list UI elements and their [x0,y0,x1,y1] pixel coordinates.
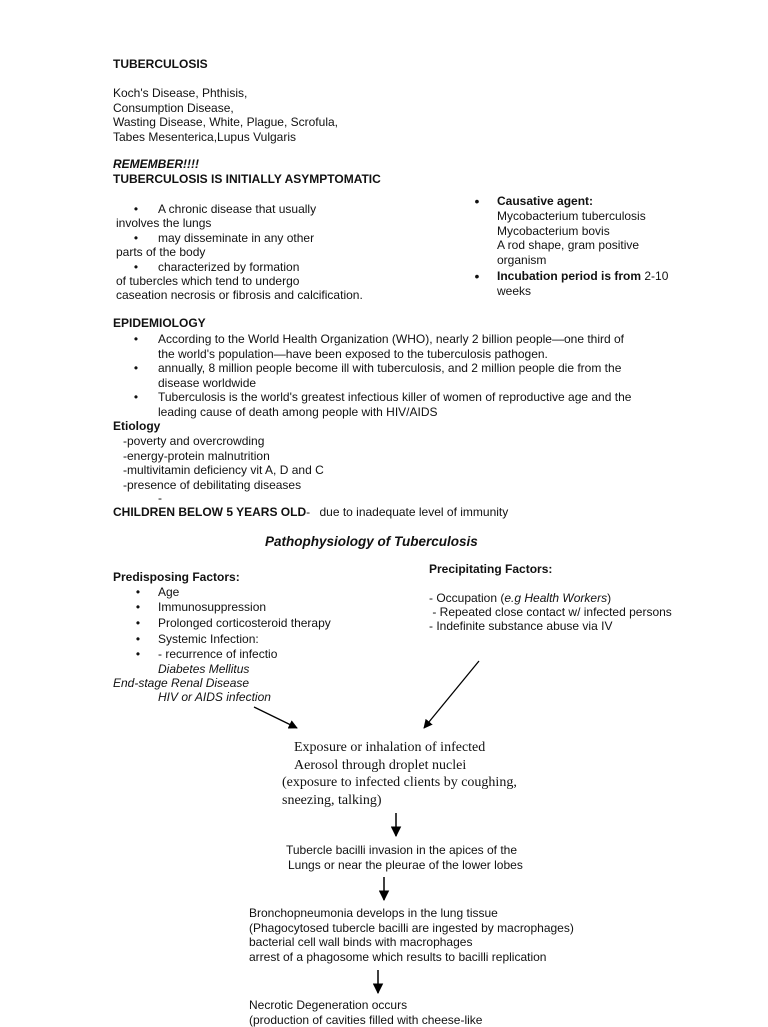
predisposing-subitem: End-stage Renal Disease [113,676,249,691]
predisposing-item: Age [158,585,179,600]
incubation-label: Incubation period is from [497,269,641,283]
predisposing-subitem: HIV or AIDS infection [158,690,271,705]
bullet-icon: • [470,194,484,209]
causative-line: Mycobacterium bovis [497,224,646,239]
flow-line: Bronchopneumonia develops in the lung tissue [249,906,574,921]
incubation-value: 2-10 [644,269,668,283]
flow-line: (Phagocytosed tubercle bacilli are ingested by macrophages) [249,921,574,936]
flow-line: bacterial cell wall binds with macrophages [249,935,574,950]
flow-line: (production of cavities filled with cheese-like [249,1013,482,1027]
causative-line: organism [497,253,646,268]
epidemiology-line: Tuberculosis is the world's greatest infectious killer of women of reproductive age and the [158,390,631,405]
exposure-line: (exposure to infected clients by coughing, [282,774,517,791]
desc-line: characterized by formation [158,260,299,275]
desc-line: may disseminate in any other [158,231,314,246]
flow-line: arrest of a phagosome which results to bacilli replication [249,950,574,965]
children-label: CHILDREN BELOW 5 YEARS OLD [113,505,306,519]
dash-marker: - [158,491,162,506]
epidemiology-line: the world's population—have been exposed to the tuberculosis pathogen. [158,347,624,362]
precipitating-text: e.g Health Workers [504,591,607,605]
etiology-item: -poverty and overcrowding [123,434,324,449]
predisposing-heading: Predisposing Factors: [113,570,240,585]
predisposing-item: Immunosuppression [158,600,266,615]
etiology-item: -multivitamin deficiency vit A, D and C [123,463,324,478]
bullet-icon: • [129,260,143,275]
causative-line: A rod shape, gram positive [497,238,646,253]
causative-line: Mycobacterium tuberculosis [497,209,646,224]
precipitating-item: - Repeated close contact w/ infected persons [429,605,672,620]
predisposing-subitem: Diabetes Mellitus [158,662,249,677]
desc-line: parts of the body [116,245,205,260]
epidemiology-heading: EPIDEMIOLOGY [113,316,206,331]
predisposing-item: Systemic Infection: [158,632,259,647]
epidemiology-line: disease worldwide [158,376,621,391]
flow-line: Lungs or near the pleurae of the lower lobes [286,858,523,873]
bullet-icon: • [470,269,484,284]
precipitating-text: ) [607,591,611,605]
synonym-line: Koch's Disease, Phthisis, [113,86,338,101]
desc-line: A chronic disease that usually [158,202,316,217]
predisposing-item: Prolonged corticosteroid therapy [158,616,331,631]
bullet-icon: • [131,632,145,647]
bullet-icon: • [129,390,143,405]
etiology-heading: Etiology [113,419,160,434]
exposure-line: sneezing, talking) [282,792,382,809]
bullet-icon: • [129,202,143,217]
bullet-icon: • [131,585,145,600]
bullet-icon: • [131,600,145,615]
bronchopneumonia-step [249,906,574,964]
bullet-icon: • [129,231,143,246]
precipitating-item: - Indefinite substance abuse via IV [429,619,612,634]
desc-line: involves the lungs [116,216,211,231]
synonym-line: Consumption Disease, [113,101,338,116]
dash-marker: - [306,505,310,519]
pathophysiology-title: Pathophysiology of Tuberculosis [265,534,478,550]
asymptomatic-heading: TUBERCULOSIS IS INITIALLY ASYMPTOMATIC [113,172,381,187]
bullet-icon: • [129,332,143,347]
incubation-unit: weeks [497,284,531,299]
precipitating-text: - Occupation ( [429,591,504,605]
precipitating-heading: Precipitating Factors: [429,562,552,577]
synonym-line: Wasting Disease, White, Plague, Scrofula, [113,115,338,130]
arrow-precipitating [424,661,479,728]
epidemiology-line: annually, 8 million people become ill with tuberculosis, and 2 million people die from the [158,361,621,376]
flow-line: Tubercle bacilli invasion in the apices of the [286,843,523,858]
page-title: TUBERCULOSIS [113,57,208,72]
etiology-item: -presence of debilitating diseases [123,478,324,493]
epidemiology-line: According to the World Health Organization (WHO), nearly 2 billion people—one third of [158,332,624,347]
remember-note: REMEMBER!!!! [113,157,199,172]
bullet-icon: • [131,616,145,631]
epidemiology-line: leading cause of death among people with HIV/AIDS [158,405,631,420]
tubercle-invasion-step [286,843,523,872]
predisposing-item: - recurrence of infectio [158,647,277,662]
arrow-predisposing [254,707,297,728]
desc-line: caseation necrosis or fibrosis and calcification. [116,288,363,303]
synonym-line: Tabes Mesenterica,Lupus Vulgaris [113,130,338,145]
causative-label: Causative agent: [497,194,593,209]
bullet-icon: • [129,361,143,376]
children-note: due to inadequate level of immunity [319,505,508,519]
necrotic-step [249,998,482,1027]
flow-line: Necrotic Degeneration occurs [249,998,482,1013]
exposure-line: Exposure or inhalation of infected [294,739,485,756]
exposure-line: Aerosol through droplet nuclei [294,757,466,774]
etiology-item: -energy-protein malnutrition [123,449,324,464]
desc-line: of tubercles which tend to undergo [116,274,299,289]
bullet-icon: • [131,647,145,662]
